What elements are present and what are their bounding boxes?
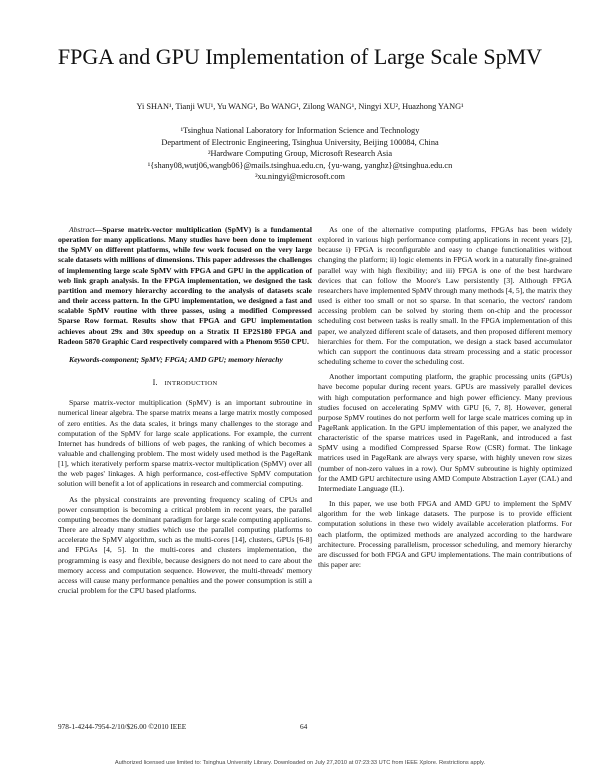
- affiliations: [40, 125, 560, 183]
- affiliation-line: ²Hardware Computing Group, Microsoft Research Asia: [207, 149, 393, 158]
- right-column: [318, 225, 572, 570]
- download-notice: Authorized licensed use limited to: Tsinghua University Library. Downloaded on July 27,2010 at 07:23:33 UTC from IEEE Xplore. Restrictions apply.: [114, 760, 486, 766]
- body-paragraph: In this paper, we use both FPGA and AMD GPU to implement the SpMV algorithm for the web linkage datasets. The purpose is to provide efficient computation solutions in these two widely available acceleration platforms. For each platform, the optimized methods are analyzed according to the hardware architecture. Processing parallelism, processor scheduling, and memory hierarchy are discussed for both FPGA and GPU implementations. The main contributions of this paper are:: [318, 499, 572, 569]
- abstract-dash: —: [94, 225, 103, 234]
- copyright-line: 978-1-4244-7954-2/10/$26.00 ©2010 IEEE: [58, 722, 187, 731]
- paper-title: FPGA and GPU Implementation of Large Scale SpMV: [57, 44, 543, 69]
- section-number: I.: [152, 378, 158, 388]
- abstract-label: Abstract: [69, 225, 95, 234]
- keywords: Keywords-component; SpMV; FPGA; AMD GPU; memory hierachy: [69, 354, 283, 364]
- body-paragraph: As the physical constraints are preventing frequency scaling of CPUs and power consumption is becoming a critical problem in recent years, the parallel computing becomes the dominant paradigm for large scale computing applications. There are already many studies which use the parallel computing platforms to accelerate the SpMV algorithm, such as the multi-cores [14], clusters, GPUs [6-8] and FPGAs [4, 5]. In the multi-cores and clusters implementation, the programming is easy and flexible, because designers do not need to care about the memory access and computation sequence. However, the multi-threads' memory access will cause many performance penalties and the power consumption is still a crucial problem for the CPU based platforms.: [58, 494, 312, 595]
- body-paragraph: Sparse matrix-vector multiplication (SpMV) is an important subroutine in numerical linear algebra. The sparse matrix means a large matrix mostly composed of zero entities. As the data scales, it brings many challenges to the storage and computation of the SpMV for large scale applications. For example, the current Internet has hundreds of billions of web pages, the ranking of which becomes a valuable and challenging problem. The most widely used method is the PageRank [1], which iteratively perform sparse matrix-vector multiplication (SpMV) over all the web pages' linkages. A high performance, cost-effective SpMV computation solution will benefit a lot of applications in research and commercial computing.: [58, 398, 312, 489]
- author-list: Yi SHAN¹, Tianji WU¹, Yu WANG¹, Bo WANG¹, Zilong WANG¹, Ningyi XU², Huazhong YANG¹: [136, 102, 464, 111]
- affiliation-line: ¹Tsinghua National Laboratory for Information Science and Technology: [180, 126, 420, 135]
- section-heading: [58, 378, 312, 389]
- body-paragraph: Another important computing platform, the graphic processing units (GPUs) have become popular during recent years. GPUs are massively parallel devices with high computation performance and high power efficiency. Many previous studies focused on accelerating SpMV with GPU [6, 7, 8]. However, general purpose SpMV routines do not perform well for large scale matrices coming up in PageRank application. In the GPU implementation of this paper, we analyzed the characteristic of the sparse matrices used in PageRank, and introduced a fast SpMV using a modified Compressed Sparse Row (CSR) format. The linkage matrices used in PageRank are always very sparse, with highly uneven row sizes (number of non-zero values in a row). Our SpMV subroutine is highly optimized for the AMD GPU architecture using AMD Compute Abstraction Layer (CAL) and Intermediate Language (IL).: [318, 372, 572, 493]
- left-column: [58, 225, 312, 596]
- page-number: 64: [300, 722, 308, 731]
- affiliation-line: Department of Electronic Engineering, Tsinghua University, Beijing 100084, China: [161, 137, 439, 147]
- email-line: ²xu.ningyi@microsoft.com: [255, 172, 345, 181]
- section-name: INTRODUCTION: [164, 380, 218, 388]
- email-line: ¹{shany08,wutj06,wangb06}@mails.tsinghua.edu.cn, {yu-wang, yanghz}@tsinghua.edu.cn: [147, 160, 453, 170]
- body-paragraph: As one of the alternative computing platforms, FPGAs has been widely explored in various high performance computing applications in recent years [2], because i) FPGA is reconfigurable and easy to change functionalities without changing the platform; ii) logic elements in FPGA work in a naturally fine-grained parallel way with high flexibility; and iii) FPGA is one of the best hardware devices that can follow the Moore's Law persistently [3]. Although FPGA researchers have implemented SpMV through many methods [4, 5], the matrix they used is either too small or not so sparse. In that scenario, the vectors' random accessing problem can be solved by storing them on-chip and the processor scheduling cost between tasks is really small. In the FPGA implementation of this paper, we analyzed different scale of datasets, and then proposed different memory hierarchies for them. For the computation, we design a stack based accumulator which can support the continuous data stream processing and a static processor scheduling scheme to cover the scheduling cost.: [318, 225, 572, 367]
- abstract-text: Sparse matrix-vector multiplication (SpMV) is a fundamental operation for many applications. Many studies have been done to implement the SpMV on different platforms, while few work focused on the very large scale datasets with millions of dimensions. This paper addresses the challenges of implementing large scale SpMV with FPGA and GPU in the application of web link graph analysis. In the FPGA implementation, we designed the task partition and memory hierarchy according to the analysis of datasets scale and their access pattern. In the GPU implementation, we designed a fast and scalable SpMV routine with three passes, using a modified Compressed Sparse Row format. Results show that FPGA and GPU implementation achieves about 29x and 30x speedup on a Stratix II EP2S180 FPGA and Radeon 5870 Graphic Card respectively compared with a Phenom 9550 CPU.: [58, 225, 312, 346]
- abstract: [58, 225, 312, 347]
